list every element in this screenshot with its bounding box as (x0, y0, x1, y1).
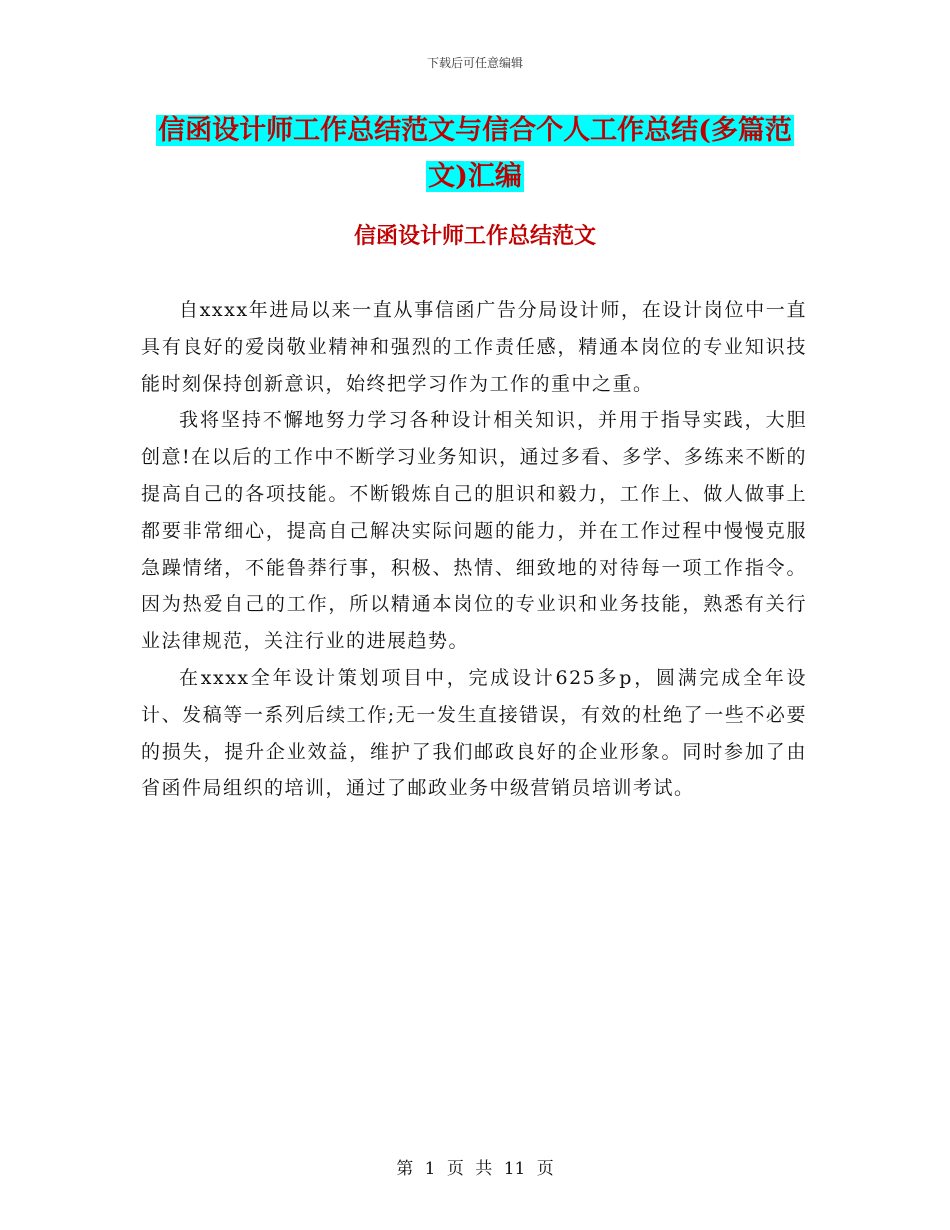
section-heading: 信函设计师工作总结范文 (353, 223, 596, 249)
document-body (141, 292, 807, 807)
document-title-highlight: 信函设计师工作总结范文与信合个人工作总结(多篇范文)汇编 (158, 115, 792, 192)
paragraph-3: 在xxxx全年设计策划项目中，完成设计625多p，圆满完成全年设计、发稿等一系列后续工作;无一发生直接错误，有效的杜绝了一些不必要的损失，提升企业效益，维护了我们邮政良好的企业形象。同时参加了由省函件局组织的培训，通过了邮政业务中级营销员培训考试。 (141, 666, 807, 800)
header-note: 下载后可任意编辑 (426, 56, 523, 70)
paragraph-1: 自xxxx年进局以来一直从事信函广告分局设计师，在设计岗位中一直具有良好的爱岗敬业精神和强烈的工作责任感，精通本岗位的专业知识技能时刻保持创新意识，始终把学习作为工作的重中之重。 (141, 299, 807, 395)
paragraph-2: 我将坚持不懈地努力学习各种设计相关知识，并用于指导实践，大胆创意!在以后的工作中不断学习业务知识，通过多看、多学、多练来不断的提高自己的各项技能。不断锻炼自己的胆识和毅力，工作上、做人做事上都要非常细心，提高自己解决实际问题的能力，并在工作过程中慢慢克服急躁情绪，不能鲁莽行事，积极、热情、细致地的对待每一项工作指令。 因为热爱自己的工作，所以精通本岗位的专业识和业务技能，熟悉有关行业法律规范，关注行业的进展趋势。 (141, 409, 807, 653)
page-number-footer: 第 1 页 共 11 页 (396, 1159, 554, 1179)
document-title (140, 108, 810, 200)
